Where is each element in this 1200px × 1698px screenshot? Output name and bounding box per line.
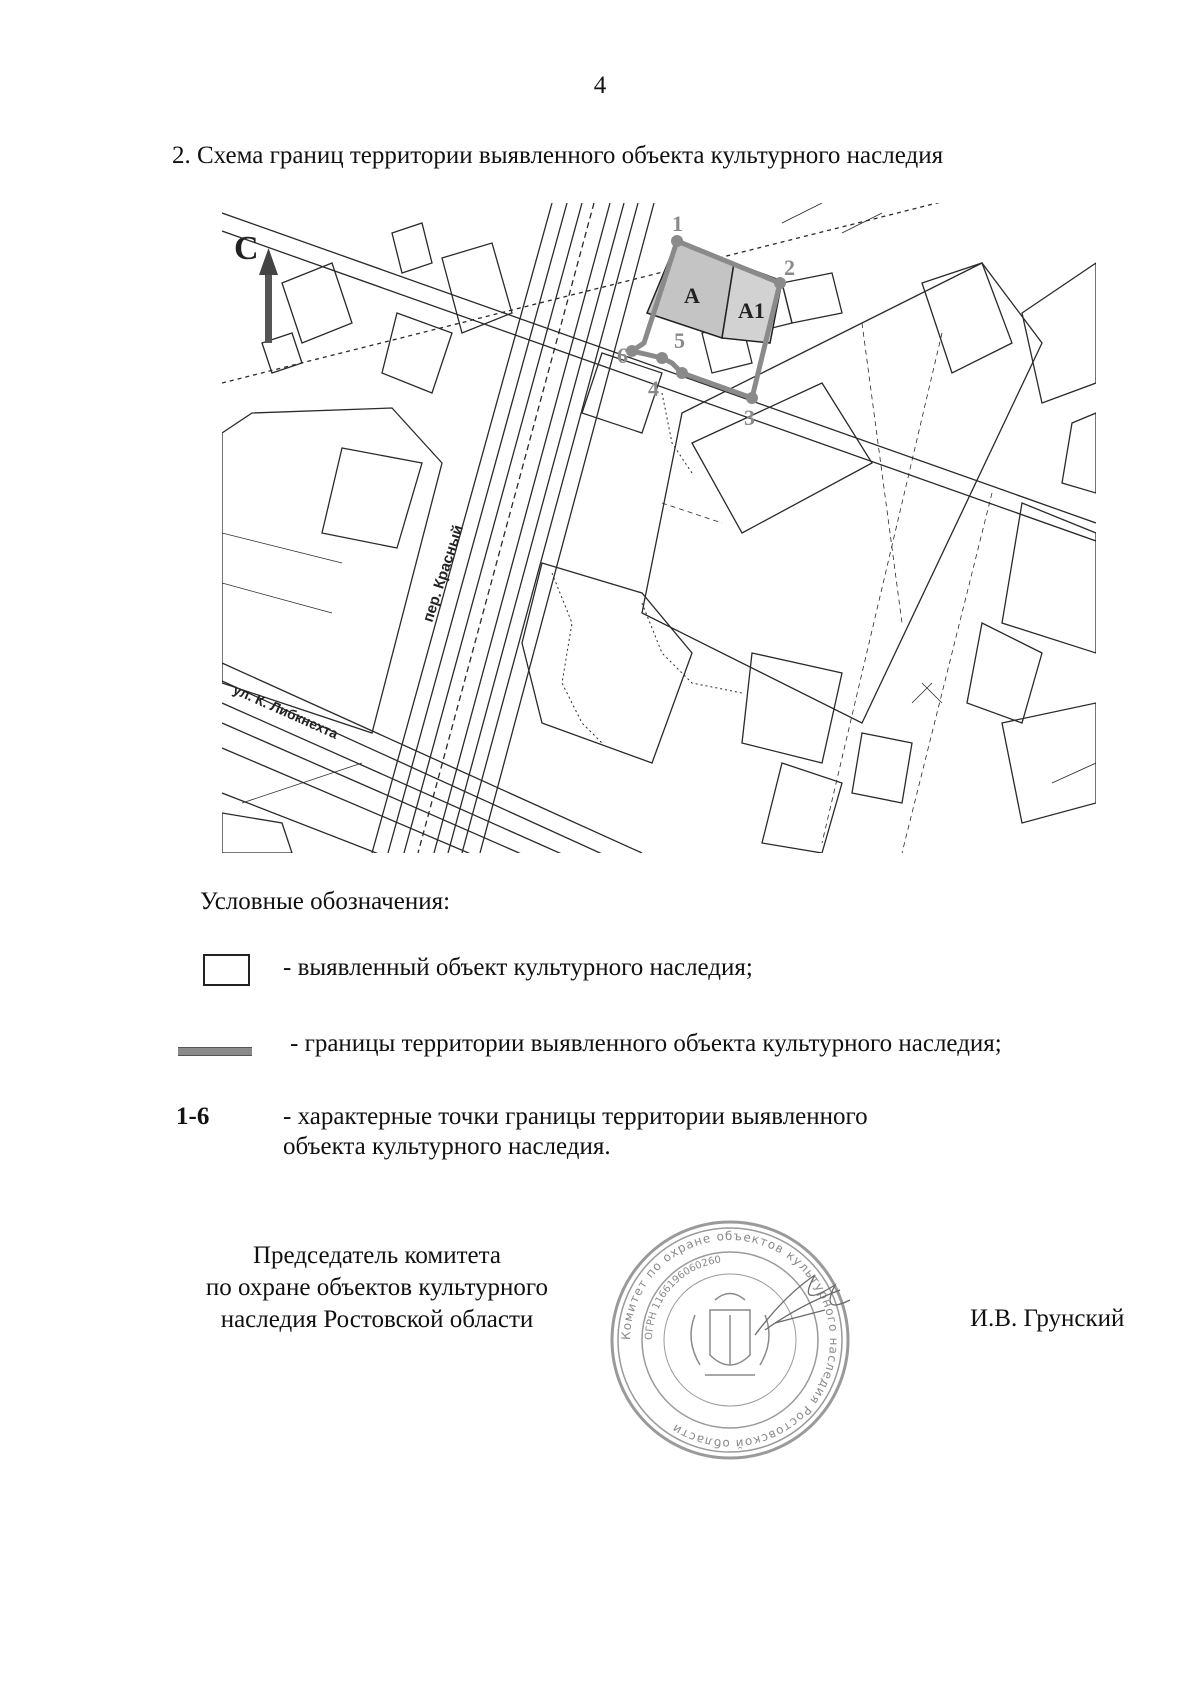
point-label-2: 2	[784, 255, 795, 280]
legend-points-key: 1-6	[176, 1103, 210, 1130]
street-label-krasny: пер. Красный	[419, 522, 468, 625]
point-label-6: 6	[617, 343, 628, 368]
point-label-3: 3	[744, 405, 755, 430]
point-label-1: 1	[672, 211, 683, 236]
seal-inner-text: ОГРН 1166196060260	[643, 1254, 722, 1341]
object-label-a: А	[684, 283, 700, 308]
page-number: 4	[593, 72, 607, 99]
legend-boundary-swatch	[178, 1047, 252, 1056]
legend-object-text: - выявленный объект культурного наследия;	[283, 954, 753, 981]
legend-title: Условные обозначения:	[200, 888, 451, 915]
coat-of-arms-icon	[691, 1294, 769, 1376]
signer-position-line: по охране объектов культурного	[205, 1274, 549, 1301]
point-label-4: 4	[648, 376, 659, 401]
official-seal	[605, 1215, 855, 1465]
legend-points-text-line1: - характерные точки границы территории выявленного	[283, 1103, 868, 1130]
signer-position	[162, 1240, 592, 1336]
boundary-map	[222, 203, 1096, 853]
object-label-a1: А1	[738, 298, 765, 323]
signer-position-line: наследия Ростовской области	[220, 1306, 534, 1333]
street-label-libknekht: ул. К. Либкнехта	[230, 681, 341, 742]
signer-name: И.В. Грунский	[970, 1305, 1125, 1332]
legend-boundary-text: - границы территории выявленного объекта культурного наследия;	[290, 1030, 1002, 1057]
point-label-5: 5	[674, 328, 685, 353]
legend-object-swatch	[203, 954, 250, 986]
section-title: 2. Схема границ территории выявленного объекта культурного наследия	[172, 142, 944, 169]
seal-outer-text: Комитет по охране объектов культурного наследия Ростовской области	[618, 1228, 842, 1452]
legend-points-text-line2: объекта культурного наследия.	[283, 1133, 611, 1160]
signer-position-line: Председатель комитета	[253, 1242, 501, 1269]
north-label: С	[234, 230, 259, 267]
